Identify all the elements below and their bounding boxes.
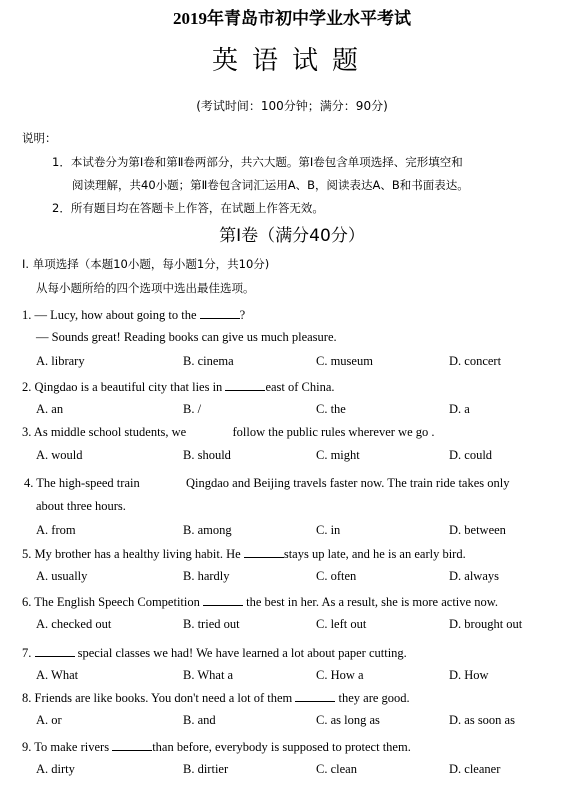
part-instruction: 从每小题所给的四个选项中选出最佳选项。 — [36, 281, 255, 295]
notes-label: 说明： — [22, 131, 57, 145]
question-stem: 9. To make rivers than before, everybody is supposed to protect them. — [22, 740, 411, 754]
subject-title: 英语试题 — [211, 46, 372, 76]
section-title: 第Ⅰ卷（满分40分） — [219, 226, 365, 246]
answer-blank — [225, 378, 265, 391]
option-a: A. library — [36, 354, 85, 368]
option-b: B. What a — [183, 668, 234, 682]
option-b: B. and — [183, 713, 216, 727]
option-a: A. from — [36, 523, 76, 537]
answer-blank — [112, 738, 152, 751]
question-stem: 4. The high-speed train Qingdao and Beijing travels faster now. The train ride takes only — [24, 476, 510, 490]
answer-blank — [143, 475, 183, 487]
option-b: B. cinema — [183, 354, 234, 368]
option-c: C. clean — [316, 762, 357, 776]
note-item: 1．本试卷分为第Ⅰ卷和第Ⅱ卷两部分，共六大题。第Ⅰ卷包含单项选择、完形填空和 — [52, 155, 463, 169]
option-a: A. checked out — [36, 617, 112, 631]
option-c: C. How a — [316, 668, 364, 682]
option-b: B. / — [183, 402, 202, 416]
option-d: D. as soon as — [449, 713, 515, 727]
option-a: A. or — [36, 713, 62, 727]
question-stem: 3. As middle school students, we follow the public rules wherever we go . — [22, 425, 435, 439]
option-c: C. the — [316, 402, 346, 416]
answer-blank — [35, 644, 75, 657]
note-item: 2．所有题目均在答题卡上作答，在试题上作答无效。 — [52, 201, 324, 215]
time-score-info: (考试时间：100分钟；满分：90分) — [196, 99, 388, 113]
part-title: I. 单项选择（本题10小题，每小题1分，共10分) — [22, 257, 270, 271]
answer-blank — [295, 689, 335, 702]
option-c: C. in — [316, 523, 341, 537]
option-b: B. hardly — [183, 569, 230, 583]
option-d: D. could — [449, 448, 493, 462]
option-a: A. What — [36, 668, 79, 682]
option-d: D. always — [449, 569, 499, 583]
option-b: B. among — [183, 523, 232, 537]
option-d: D. brought out — [449, 617, 523, 631]
option-a: A. would — [36, 448, 83, 462]
option-d: D. between — [449, 523, 506, 537]
option-d: D. a — [449, 402, 470, 416]
option-c: C. often — [316, 569, 357, 583]
question-stem: 8. Friends are like books. You don't need a lot of them they are good. — [22, 691, 410, 705]
option-c: C. left out — [316, 617, 367, 631]
question-stem: 5. My brother has a healthy living habit. He stays up late, and he is an early bird. — [22, 547, 466, 561]
option-c: C. museum — [316, 354, 373, 368]
option-c: C. might — [316, 448, 360, 462]
answer-blank — [203, 593, 243, 606]
option-a: A. an — [36, 402, 64, 416]
question-extra: about three hours. — [36, 499, 126, 513]
question-stem: 6. The English Speech Competition the best in her. As a result, she is more active now. — [22, 595, 499, 609]
option-a: A. usually — [36, 569, 88, 583]
note-item: 阅读理解，共40小题；第Ⅱ卷包含词汇运用A、B，阅读表达A、B和书面表达。 — [72, 178, 469, 192]
question-stem: 1. — Lucy, how about going to the ? — [22, 308, 246, 322]
option-b: B. dirtier — [183, 762, 229, 776]
option-a: A. dirty — [36, 762, 75, 776]
option-b: B. should — [183, 448, 231, 462]
option-c: C. as long as — [316, 713, 380, 727]
exam-title: 2019年青岛市初中学业水平考试 — [173, 9, 411, 28]
question-stem: 7. special classes we had! We have learned a lot about paper cutting. — [22, 646, 407, 660]
question-stem: 2. Qingdao is a beautiful city that lies in east of China. — [22, 380, 335, 394]
answer-blank — [189, 424, 229, 436]
option-d: D. How — [449, 668, 489, 682]
option-b: B. tried out — [183, 617, 240, 631]
answer-blank — [244, 545, 284, 558]
answer-blank — [200, 306, 240, 319]
option-d: D. concert — [449, 354, 502, 368]
option-d: D. cleaner — [449, 762, 501, 776]
question-extra: — Sounds great! Reading books can give us much pleasure. — [36, 330, 337, 344]
